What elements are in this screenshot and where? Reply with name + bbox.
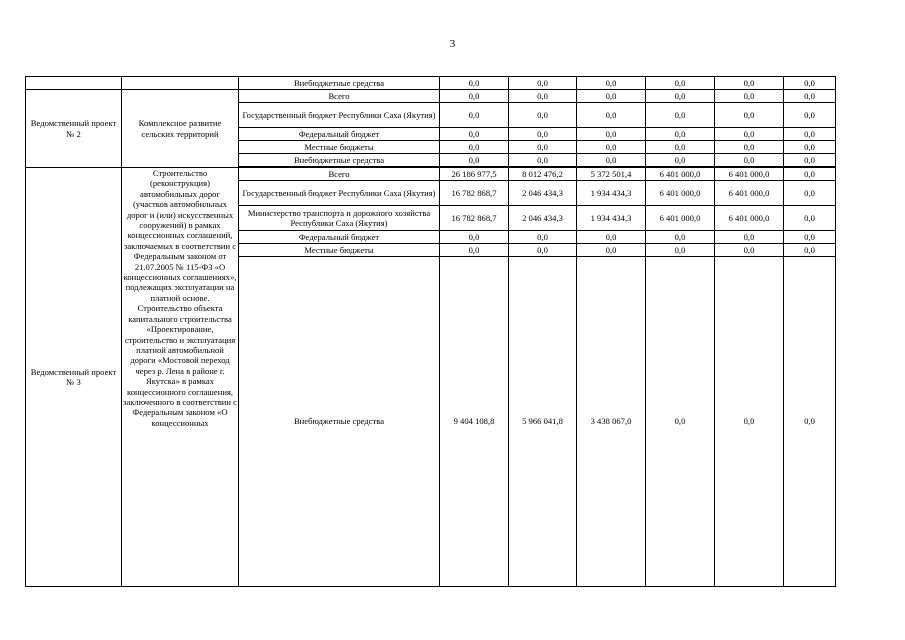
- value-cell: 0,0: [646, 257, 715, 587]
- project-description-cell: Комплексное развитие сельских территорий: [122, 90, 239, 168]
- value-cell: 0,0: [784, 154, 836, 167]
- value-cell: 0,0: [440, 231, 509, 244]
- value-cell: 6 401 000,0: [646, 168, 715, 181]
- value-cell: 6 401 000,0: [715, 181, 784, 206]
- project-name-cell: Ведомственный проект № 3: [26, 168, 122, 587]
- value-cell: 16 782 868,7: [440, 206, 509, 231]
- value-cell: 0,0: [646, 128, 715, 141]
- value-cell: 26 186 977,5: [440, 168, 509, 181]
- value-cell: 16 782 868,7: [440, 181, 509, 206]
- value-cell: 0,0: [577, 154, 646, 167]
- value-cell: 0,0: [509, 154, 577, 167]
- project-description-cell: Строительство (реконструкция) автомобильных дорог (участков автомобильных дорог и (или) искусственных сооружений) в рамках концессионных соглашений, заключаемых в соответствии с Федеральным законом от 21.07.2005 № 115-ФЗ «О концессионных соглашениях», подлежащих эксплуатации на платной основе. Строительство объекта капитального строительства «Проектирование, строительство и эксплуатация платной автомобильной дороги «Мостовой переход через р. Лена в районе г. Якутска» в рамках концессионного соглашения, заключенного в соответствии с Федеральным законом «О концессионных: [122, 168, 239, 587]
- value-cell: 0,0: [509, 128, 577, 141]
- value-cell: 5 372 501,4: [577, 168, 646, 181]
- value-cell: 0,0: [509, 141, 577, 154]
- project-description-cell: [122, 77, 239, 90]
- value-cell: 0,0: [784, 103, 836, 128]
- value-cell: 0,0: [784, 168, 836, 181]
- funding-source-cell: Всего: [239, 90, 440, 103]
- value-cell: 0,0: [715, 231, 784, 244]
- value-cell: 1 934 434,3: [577, 181, 646, 206]
- funding-source-cell: Местные бюджеты: [239, 244, 440, 257]
- funding-source-cell: Министерство транспорта и дорожного хозяйства Республики Саха (Якутия): [239, 206, 440, 231]
- value-cell: 0,0: [440, 244, 509, 257]
- value-cell: 0,0: [440, 90, 509, 103]
- value-cell: 0,0: [646, 231, 715, 244]
- value-cell: 0,0: [784, 206, 836, 231]
- value-cell: 0,0: [509, 231, 577, 244]
- value-cell: 0,0: [440, 141, 509, 154]
- value-cell: 0,0: [784, 257, 836, 587]
- value-cell: 2 046 434,3: [509, 181, 577, 206]
- funding-source-cell: Федеральный бюджет: [239, 128, 440, 141]
- project-name-cell: [26, 77, 122, 90]
- table-body: [26, 77, 836, 587]
- value-cell: 0,0: [784, 231, 836, 244]
- value-cell: 0,0: [509, 90, 577, 103]
- value-cell: 0,0: [646, 244, 715, 257]
- value-cell: 2 046 434,3: [509, 206, 577, 231]
- funding-source-cell: Государственный бюджет Республики Саха (Якутия): [239, 103, 440, 128]
- budget-table: [25, 76, 836, 587]
- value-cell: 0,0: [509, 103, 577, 128]
- project-name-cell: Ведомственный проект № 2: [26, 90, 122, 168]
- value-cell: 0,0: [715, 257, 784, 587]
- value-cell: 0,0: [646, 90, 715, 103]
- value-cell: 0,0: [577, 90, 646, 103]
- value-cell: 0,0: [440, 77, 509, 90]
- value-cell: 0,0: [646, 103, 715, 128]
- value-cell: 0,0: [577, 231, 646, 244]
- table-row: [26, 77, 836, 90]
- value-cell: 0,0: [577, 141, 646, 154]
- value-cell: 6 401 000,0: [646, 181, 715, 206]
- funding-source-cell: Внебюджетные средства: [239, 77, 440, 90]
- value-cell: 0,0: [715, 128, 784, 141]
- value-cell: 0,0: [440, 128, 509, 141]
- value-cell: 0,0: [577, 103, 646, 128]
- value-cell: 0,0: [715, 77, 784, 90]
- value-cell: 0,0: [784, 181, 836, 206]
- value-cell: 5 966 041,8: [509, 257, 577, 587]
- value-cell: 6 401 000,0: [715, 168, 784, 181]
- value-cell: 0,0: [784, 141, 836, 154]
- value-cell: 0,0: [509, 244, 577, 257]
- page-number: 3: [449, 38, 456, 50]
- funding-source-cell: Местные бюджеты: [239, 141, 440, 154]
- value-cell: 0,0: [440, 103, 509, 128]
- table-row: [26, 90, 836, 103]
- funding-source-cell: Всего: [239, 168, 440, 181]
- table-row: [26, 168, 836, 181]
- value-cell: 0,0: [646, 154, 715, 167]
- funding-source-cell: Государственный бюджет Республики Саха (Якутия): [239, 181, 440, 206]
- value-cell: 0,0: [577, 77, 646, 90]
- value-cell: 0,0: [715, 90, 784, 103]
- value-cell: 0,0: [784, 128, 836, 141]
- value-cell: 0,0: [715, 103, 784, 128]
- value-cell: 0,0: [646, 77, 715, 90]
- funding-source-cell: Внебюджетные средства: [239, 154, 440, 167]
- value-cell: 0,0: [577, 128, 646, 141]
- value-cell: 0,0: [509, 77, 577, 90]
- value-cell: 0,0: [784, 77, 836, 90]
- value-cell: 6 401 000,0: [646, 206, 715, 231]
- value-cell: 0,0: [646, 141, 715, 154]
- value-cell: 6 401 000,0: [715, 206, 784, 231]
- value-cell: 0,0: [577, 244, 646, 257]
- value-cell: 0,0: [784, 244, 836, 257]
- funding-source-cell: Внебюджетные средства: [239, 257, 440, 587]
- value-cell: 0,0: [440, 154, 509, 167]
- value-cell: 0,0: [715, 154, 784, 167]
- value-cell: 0,0: [784, 90, 836, 103]
- value-cell: 3 438 067,0: [577, 257, 646, 587]
- value-cell: 1 934 434,3: [577, 206, 646, 231]
- value-cell: 9 404 108,8: [440, 257, 509, 587]
- value-cell: 0,0: [715, 141, 784, 154]
- funding-source-cell: Федеральный бюджет: [239, 231, 440, 244]
- value-cell: 0,0: [715, 244, 784, 257]
- value-cell: 8 012 476,2: [509, 168, 577, 181]
